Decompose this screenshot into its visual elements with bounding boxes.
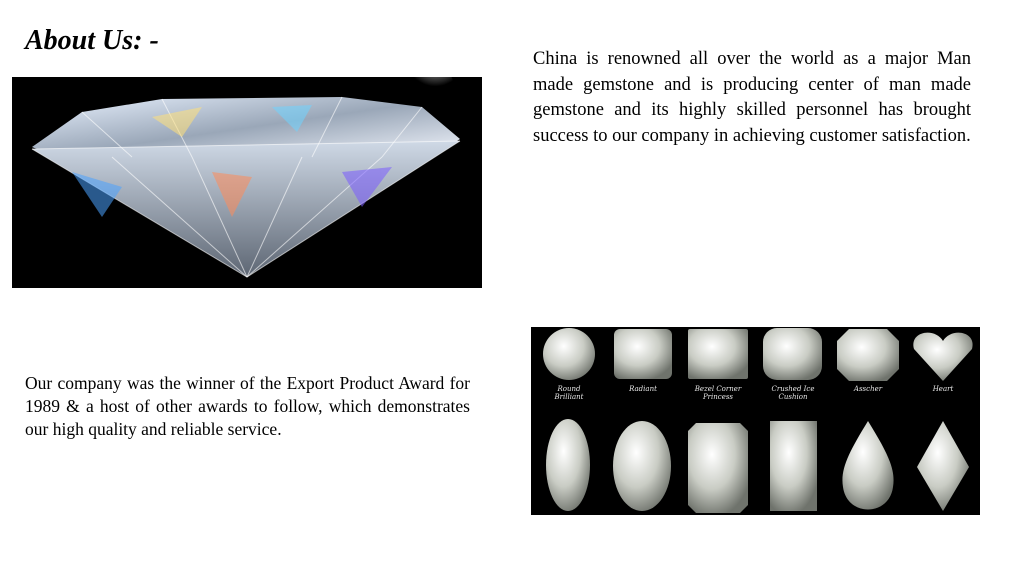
diamond-photo: [12, 77, 482, 288]
oval-gem: [613, 421, 671, 511]
intro-paragraph: China is renowned all over the world as a major Man made gemstone and is producing center of man made gemstone and its highly skilled personnel has brought success to our company in achieving customer satisfaction.: [533, 49, 971, 146]
emerald-gem: [688, 423, 748, 513]
shape-label-cushion: Crushed Ice: [771, 385, 815, 393]
cushion-gem: [763, 328, 822, 380]
shape-label-round: Round: [557, 385, 581, 393]
round-brilliant-gem: [543, 328, 595, 380]
shape-label-round-2: Brilliant: [554, 393, 584, 401]
princess-gem: [688, 329, 748, 379]
shape-label-princess-2: Princess: [702, 393, 734, 401]
marquise-gem: [546, 419, 590, 511]
awards-paragraph: Our company was the winner of the Export Product Award for 1989 & a host of other awards to follow, which demonstrates our high quality and reliable service.: [25, 373, 470, 439]
shape-label-cushion-2: Cushion: [778, 393, 808, 401]
shape-label-radiant: Radiant: [629, 385, 657, 393]
shape-label-princess: Bezel Corner: [694, 385, 742, 393]
shape-label-asscher: Asscher: [853, 385, 883, 393]
shape-label-heart: Heart: [932, 385, 954, 393]
page-title: About Us: -: [25, 25, 159, 56]
diamond-shapes-photo: [531, 327, 980, 515]
radiant-gem: [614, 329, 672, 379]
baguette-gem: [770, 421, 817, 511]
asscher-gem: [837, 329, 899, 381]
